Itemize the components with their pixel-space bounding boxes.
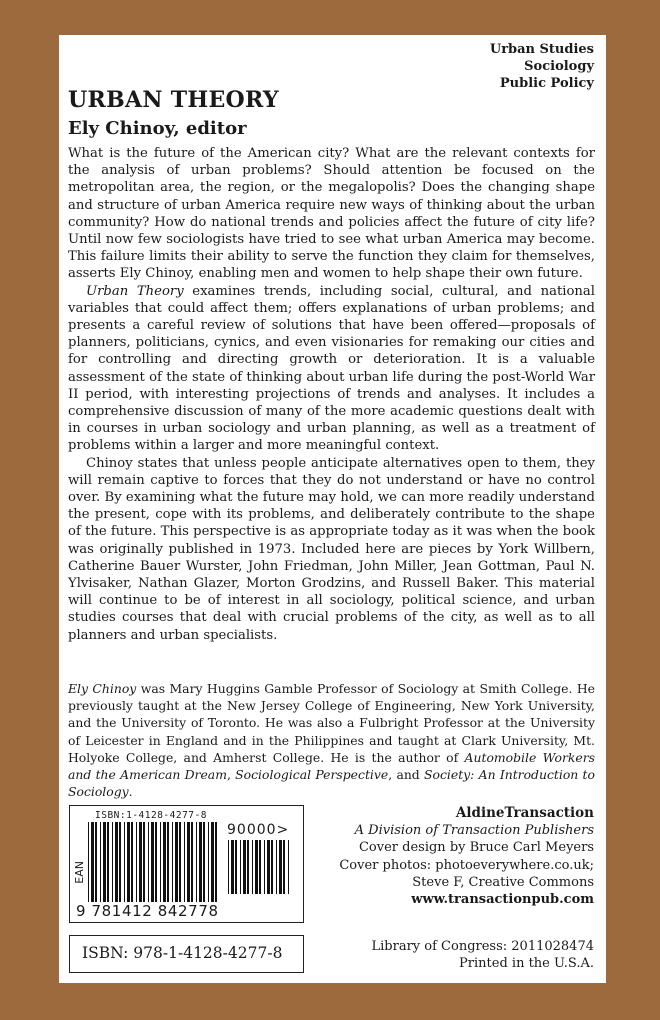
barcode-bar (191, 822, 193, 902)
barcode-bar (160, 822, 161, 902)
book-title: URBAN THEORY (68, 87, 279, 113)
barcode-bar (151, 822, 154, 902)
barcode-bar (136, 822, 137, 902)
colophon (372, 938, 594, 972)
barcode-bar (208, 822, 209, 902)
book-ref-3: Society: An Introduction to Sociology (68, 767, 595, 800)
cover-photos-credit-2: Steve F, Creative Commons (412, 874, 594, 890)
publisher-division: A Division of Transaction Publishers (354, 823, 594, 839)
barcode-digits: 9 781412 842778 (76, 902, 219, 920)
barcode-bar (91, 822, 94, 902)
barcode-bar (131, 822, 133, 902)
library-of-congress: Library of Congress: 2011028474 (371, 939, 594, 954)
publisher-name: AldineTransaction (455, 805, 594, 821)
barcode-bar (155, 822, 157, 902)
barcode-bar (172, 822, 173, 902)
book-title-italic: Urban Theory (86, 283, 184, 299)
barcode-bar (235, 840, 237, 894)
barcode-bar (187, 822, 190, 902)
publisher-info (339, 805, 594, 908)
book-ref-1: Automobile Workers and the American Dream (68, 749, 596, 783)
barcode-bar (175, 822, 178, 902)
barcode-bar (184, 822, 185, 902)
barcode (69, 805, 304, 923)
author-bio: Ely Chinoy was Mary Huggins Gamble Professor of Sociology at Smith College. He previously taught at the New Jersey College of Engineering, New York University, and the University of Toronto. He was also a Fulbright Professor at the University of Leicester in England and in the Philippines and taught at Clark University, Mt. Holyoke College, and Amherst College. He is the author of Automobile Workers and the American Dream, Sociological Perspective, and Society: An Introduction to Sociology. (68, 681, 596, 800)
barcode-bar (279, 840, 282, 894)
barcode-bar (264, 840, 265, 894)
barcode-bar (243, 840, 246, 894)
barcode-bar (115, 822, 118, 902)
description-paragraph-2-text: examines trends, including social, cultural, and national variables that could affect them; offers explanations of urban problems; and presents a careful review of solutions that have been offered—proposals of planners, politicians, cynics, and even visionaries for remaking our cities and for controlling and directing growth or deterioration. It is a valuable assessment of the state of thinking about urban life during the post-World War II period, with interesting projections of trends and analyses. It includes a comprehensive discussion of many of the more academic questions dealt with in courses in urban sociology and urban planning, as well as a treatment of problems within a larger and more meaningful context. (68, 283, 595, 454)
barcode-bar (288, 840, 289, 894)
barcode-bar (103, 822, 106, 902)
back-cover (59, 35, 606, 983)
barcode-bar (259, 840, 261, 894)
barcode-bar (143, 822, 145, 902)
publisher-website[interactable]: www.transactionpub.com (411, 892, 594, 908)
barcode-bar (231, 840, 234, 894)
barcode-price-code: 90000> (227, 822, 290, 838)
barcode-ean-label: EAN (73, 861, 86, 884)
barcode-bar (199, 822, 202, 902)
barcode-bar (252, 840, 253, 894)
isbn-box: ISBN: 978-1-4128-4277-8 (69, 935, 304, 973)
barcode-bar (196, 822, 197, 902)
barcode-bar (255, 840, 258, 894)
barcode-bar (107, 822, 109, 902)
barcode-bar (211, 822, 214, 902)
barcode-bar (179, 822, 181, 902)
description-paragraph-2 (68, 283, 595, 455)
barcode-bar (267, 840, 270, 894)
barcode-bar (276, 840, 277, 894)
subject-public-policy: Public Policy (499, 76, 594, 91)
barcode-isbn-label: ISBN:1-4128-4277-8 (95, 810, 207, 821)
barcode-bar (119, 822, 121, 902)
barcode-bar (247, 840, 249, 894)
printed-in: Printed in the U.S.A. (459, 956, 594, 972)
barcode-bar (112, 822, 113, 902)
barcode-bar (283, 840, 285, 894)
description-paragraph-1: What is the future of the American city? What are the relevant contexts for the analysis of urban problems? Should attention be focused on the metropolitan area, the region, or the megalopolis? Does the changing shape and structure of urban America require new ways of thinking about the urban community? How do national trends and policies affect the future of city life? Until now few sociologists have tried to see what urban America may become. This failure limits their ability to serve the function they claim for themselves, asserts Ely Chinoy, enabling men and women to help shape their own future. (68, 146, 595, 282)
author-name: Ely Chinoy (68, 681, 137, 696)
subject-sociology: Sociology (524, 59, 594, 74)
cover-design-credit: Cover design by Bruce Carl Meyers (358, 840, 594, 856)
barcode-bar (95, 822, 97, 902)
barcode-bar (148, 822, 149, 902)
barcode-bar (228, 840, 229, 894)
book-editor: Ely Chinoy, editor (68, 118, 247, 139)
barcode-bar (127, 822, 130, 902)
barcode-bar (240, 840, 241, 894)
cover-photos-credit: Cover photos: photoeverywhere.co.uk; (339, 857, 594, 873)
barcode-bar (139, 822, 142, 902)
barcode-addon-bars (228, 840, 290, 918)
subject-urban-studies: Urban Studies (489, 42, 594, 57)
barcode-bar (88, 822, 89, 902)
book-ref-2: Sociological Perspective (235, 767, 389, 783)
barcode-bar (215, 822, 217, 902)
barcode-bar (163, 822, 166, 902)
description (68, 145, 595, 644)
barcode-bar (271, 840, 273, 894)
description-paragraph-3: Chinoy states that unless people anticipate alternatives open to them, they will remain captive to forces that they do not understand or have no control over. By examining what the future may hold, we can more readily understand the present, cope with its problems, and deliberately contribute to the shape of the future. This perspective is as appropriate today as it was when the book was originally published in 1973. Included here are pieces by York Willbern, Catherine Bauer Wurster, John Friedman, John Miller, Jean Gottman, Paul N. Ylvisaker, Nathan Glazer, Morton Grodzins, and Russell Baker. This material will continue to be of interest in all sociology, political science, and urban studies courses that deal with crucial problems of the city, as well as to all planners and urban specialists. (68, 455, 595, 643)
barcode-bar (100, 822, 101, 902)
barcode-bars (88, 822, 220, 902)
subject-categories (490, 41, 594, 92)
barcode-bar (203, 822, 205, 902)
barcode-bar (167, 822, 169, 902)
barcode-bar (124, 822, 125, 902)
